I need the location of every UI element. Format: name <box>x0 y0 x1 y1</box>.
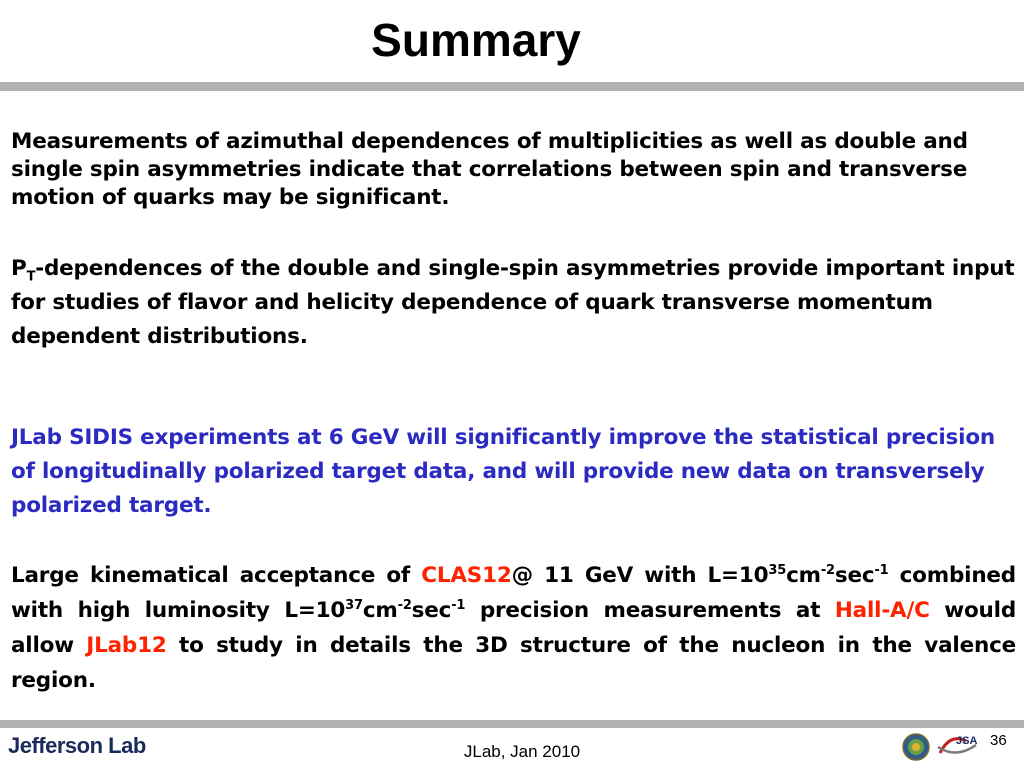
pt-text: -dependences of the double and single-spin asymmetries provide important input for studies of flavor and helicity dependence of quark transverse momentum dependent distributions. <box>11 256 1015 349</box>
paragraph-jlab-sidis: JLab SIDIS experiments at 6 GeV will significantly improve the statistical precision of longitudinally polarized target data, and will provide new data on transversely polarized target. <box>11 425 996 518</box>
jlab12-highlight: JLab12 <box>86 633 167 658</box>
paragraph-kinematical-acceptance <box>11 558 1016 698</box>
top-divider <box>0 82 1024 91</box>
hall-ac-highlight: Hall-A/C <box>834 598 930 623</box>
p-letter: P <box>11 256 27 281</box>
p4-text-7: sec <box>411 598 452 623</box>
clas12-highlight: CLAS12 <box>421 563 512 588</box>
p4-text-9: would allow <box>11 598 1017 658</box>
exponent: -2 <box>820 562 835 578</box>
doe-seal-icon <box>902 733 930 761</box>
p4-text-2: @ 11 GeV with L=10 <box>511 563 769 588</box>
jsa-logo <box>936 731 986 759</box>
p4-text-6: cm <box>362 598 398 623</box>
footer-caption: JLab, Jan 2010 <box>463 742 581 761</box>
page-number: 36 <box>990 732 1007 749</box>
exponent: -1 <box>451 597 466 613</box>
exponent: 37 <box>345 597 363 613</box>
jefferson-lab-logo: Jefferson Lab <box>8 733 146 758</box>
exponent: -2 <box>397 597 412 613</box>
p4-text-3: cm <box>786 563 821 588</box>
t-subscript: T <box>26 269 36 285</box>
exponent: 35 <box>768 562 787 578</box>
slide-title: Summary <box>371 14 581 66</box>
jsa-text: JSA <box>956 735 978 747</box>
p4-text-1: Large kinematical acceptance of <box>11 563 422 588</box>
p4-text-4: sec <box>834 563 875 588</box>
bottom-divider <box>0 720 1024 728</box>
p4-text-10: to study in details the 3D structure of the nucleon in the valence region. <box>11 633 1016 693</box>
paragraph-pt-dependences <box>11 252 1016 354</box>
p4-text-8: precision measurements at <box>465 598 835 623</box>
paragraph-measurements: Measurements of azimuthal dependences of multiplicities as well as double and single spin asymmetries indicate that correlations between spin and transverse motion of quarks may be significant. <box>11 129 968 210</box>
p4-text-5: combined with high luminosity L=10 <box>11 563 1016 623</box>
exponent: -1 <box>874 562 889 578</box>
